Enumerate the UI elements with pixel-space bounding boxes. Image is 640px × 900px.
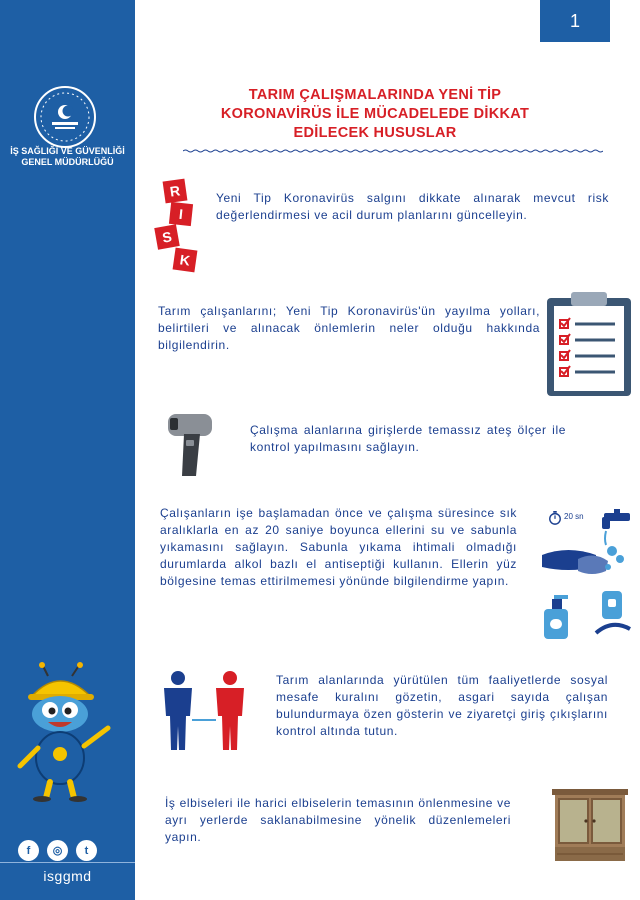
hand-washing-icon bbox=[538, 505, 638, 645]
instagram-icon[interactable]: ◎ bbox=[47, 840, 68, 861]
ministry-logo-icon bbox=[30, 82, 100, 152]
page-number: 1 bbox=[540, 0, 610, 42]
list-item-text: Tarım alanlarında yürütülen tüm faaliyetlerde sosyal mesafe kuralını gözetin, asgari sayıda çalışan bulundurmaya özen gösterin ve ziyaretçi giriş çıkışlarını kontrol altında tutun. bbox=[276, 673, 608, 738]
sidebar bbox=[0, 0, 135, 900]
risk-blocks-icon bbox=[150, 180, 202, 272]
checklist-clipboard-icon bbox=[543, 290, 635, 398]
social-distance-icon bbox=[158, 670, 250, 752]
social-links bbox=[18, 840, 118, 861]
facebook-icon[interactable]: f bbox=[18, 840, 39, 861]
sanitizer-pump-icon bbox=[594, 589, 634, 639]
wardrobe-icon bbox=[550, 785, 630, 865]
organization-name-line: İŞ SAĞLIĞI VE GÜVENLİĞİ bbox=[10, 146, 125, 156]
list-item-text: İş elbiseleri ile harici elbiselerin temasının önlenmesine ve ayrı yerlerde saklanabilmesine yönelik düzenlemeleri yapın. bbox=[165, 796, 511, 844]
title-line: EDİLECEK HUSUSLAR bbox=[293, 125, 457, 141]
list-item-text: Çalışanların işe başlamadan önce ve çalışma süresince sık aralıklarla en az 20 saniye boyunca ellerini su ve sabunla yıkamasını sağlayın. Sabunla yıkama ihtimali olmadığı durumlarda alkol bazlı el antiseptiği kullanın. Ellerin yüz bölgesine temas ettirilmemesi yönünde bilgilendirme yapın. bbox=[160, 506, 517, 588]
sidebar-divider bbox=[0, 862, 135, 863]
twitter-icon[interactable]: t bbox=[76, 840, 97, 861]
title-line: KORONAVİRÜS İLE MÜCADELEDE DİKKAT bbox=[220, 106, 530, 122]
risk-letter: K bbox=[173, 248, 198, 273]
washing-hands-icon bbox=[538, 541, 638, 581]
social-handle: isggmd bbox=[43, 868, 92, 884]
mascot-illustration bbox=[10, 662, 120, 802]
risk-letter: R bbox=[163, 179, 188, 204]
list-item-text: Tarım çalışanlarını; Yeni Tip Koronavirüs'ün yayılma yolları, belirtileri ve alınacak önlemlerin neler olduğu hakkında bilgilendirin. bbox=[158, 304, 540, 352]
organization-name bbox=[0, 146, 135, 168]
stopwatch-icon bbox=[548, 511, 562, 525]
infrared-thermometer-icon bbox=[166, 410, 216, 480]
title-line: TARIM ÇALIŞMALARINDA YENİ TİP bbox=[248, 87, 502, 103]
timer-label: 20 sn bbox=[564, 512, 584, 521]
sanitizer-bottle-icon bbox=[542, 593, 572, 643]
list-item-text: Çalışma alanlarına girişlerde temassız ateş ölçer ile kontrol yapılmasını sağlayın. bbox=[250, 423, 566, 454]
list-item-text: Yeni Tip Koronavirüs salgını dikkate alınarak mevcut risk değerlendirmesi ve acil durum planlarını güncelleyin. bbox=[216, 191, 609, 222]
risk-letter: S bbox=[154, 224, 179, 249]
title-divider bbox=[183, 149, 603, 153]
organization-name-line: GENEL MÜDÜRLÜĞÜ bbox=[21, 157, 114, 167]
page-title bbox=[165, 86, 585, 143]
risk-letter: I bbox=[169, 202, 193, 226]
